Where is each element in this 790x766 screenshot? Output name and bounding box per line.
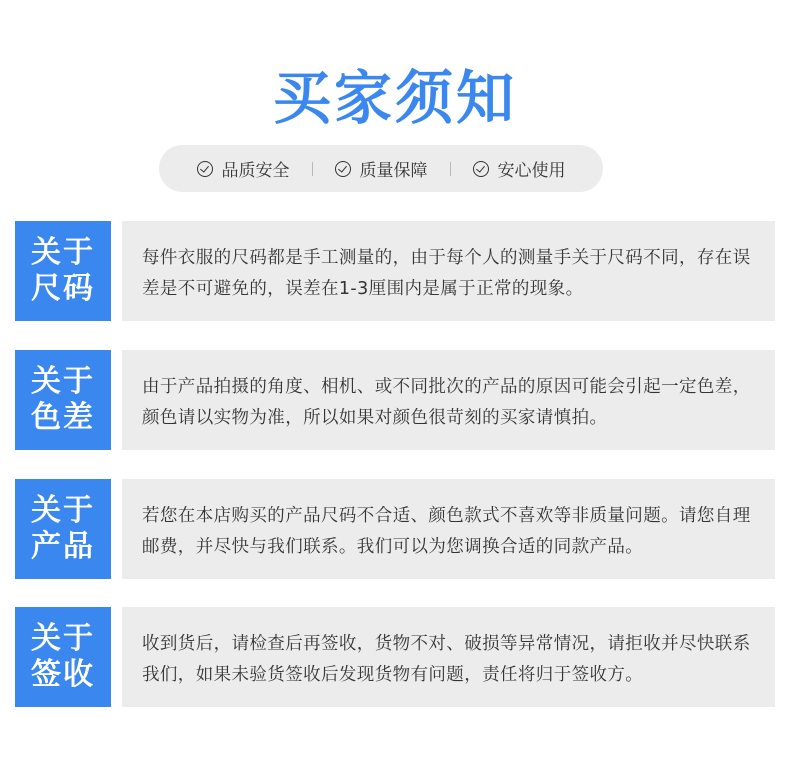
badge-quality-guarantee	[313, 156, 450, 181]
notice-section-product	[15, 479, 775, 579]
tag-line: 关于	[31, 493, 95, 528]
section-text: 收到货后，请检查后再签收，货物不对、破损等异常情况，请拒收并尽快联系我们，如果未验货签收后发现货物有问题，责任将归于签收方。	[122, 607, 775, 707]
tag-line: 尺码	[31, 271, 95, 306]
tag-line: 关于	[31, 235, 95, 270]
check-circle-icon	[335, 161, 351, 177]
section-text: 若您在本店购买的产品尺码不合适、颜色款式不喜欢等非质量问题。请您自理邮费，并尽快与我们联系。我们可以为您调换合适的同款产品。	[122, 479, 775, 579]
section-tag	[15, 221, 111, 321]
tag-line: 签收	[31, 657, 95, 692]
badge-safe-use	[451, 156, 588, 181]
tag-line: 色差	[31, 400, 95, 435]
page-title: 买家须知	[272, 64, 517, 132]
tag-line: 产品	[31, 529, 95, 564]
notice-section-signing	[15, 607, 775, 707]
section-tag	[15, 607, 111, 707]
section-tag	[15, 479, 111, 579]
check-circle-icon	[473, 161, 489, 177]
section-text: 每件衣服的尺码都是手工测量的，由于每个人的测量手关于尺码不同，存在误差是不可避免的，误差在1-3厘围内是属于正常的现象。	[122, 221, 775, 321]
check-circle-icon	[197, 161, 213, 177]
tag-line: 关于	[31, 621, 95, 656]
section-tag	[15, 350, 111, 450]
section-text: 由于产品拍摄的角度、相机、或不同批次的产品的原因可能会引起一定色差，颜色请以实物为准，所以如果对颜色很苛刻的买家请慎拍。	[122, 350, 775, 450]
tag-line: 关于	[31, 364, 95, 399]
badge-label: 质量保障	[359, 161, 428, 181]
assurance-badges	[159, 145, 603, 192]
notice-section-size	[15, 221, 775, 321]
badge-quality-safety	[175, 156, 312, 181]
notice-section-color	[15, 350, 775, 450]
badge-label: 品质安全	[221, 161, 290, 181]
badge-label: 安心使用	[497, 161, 566, 181]
